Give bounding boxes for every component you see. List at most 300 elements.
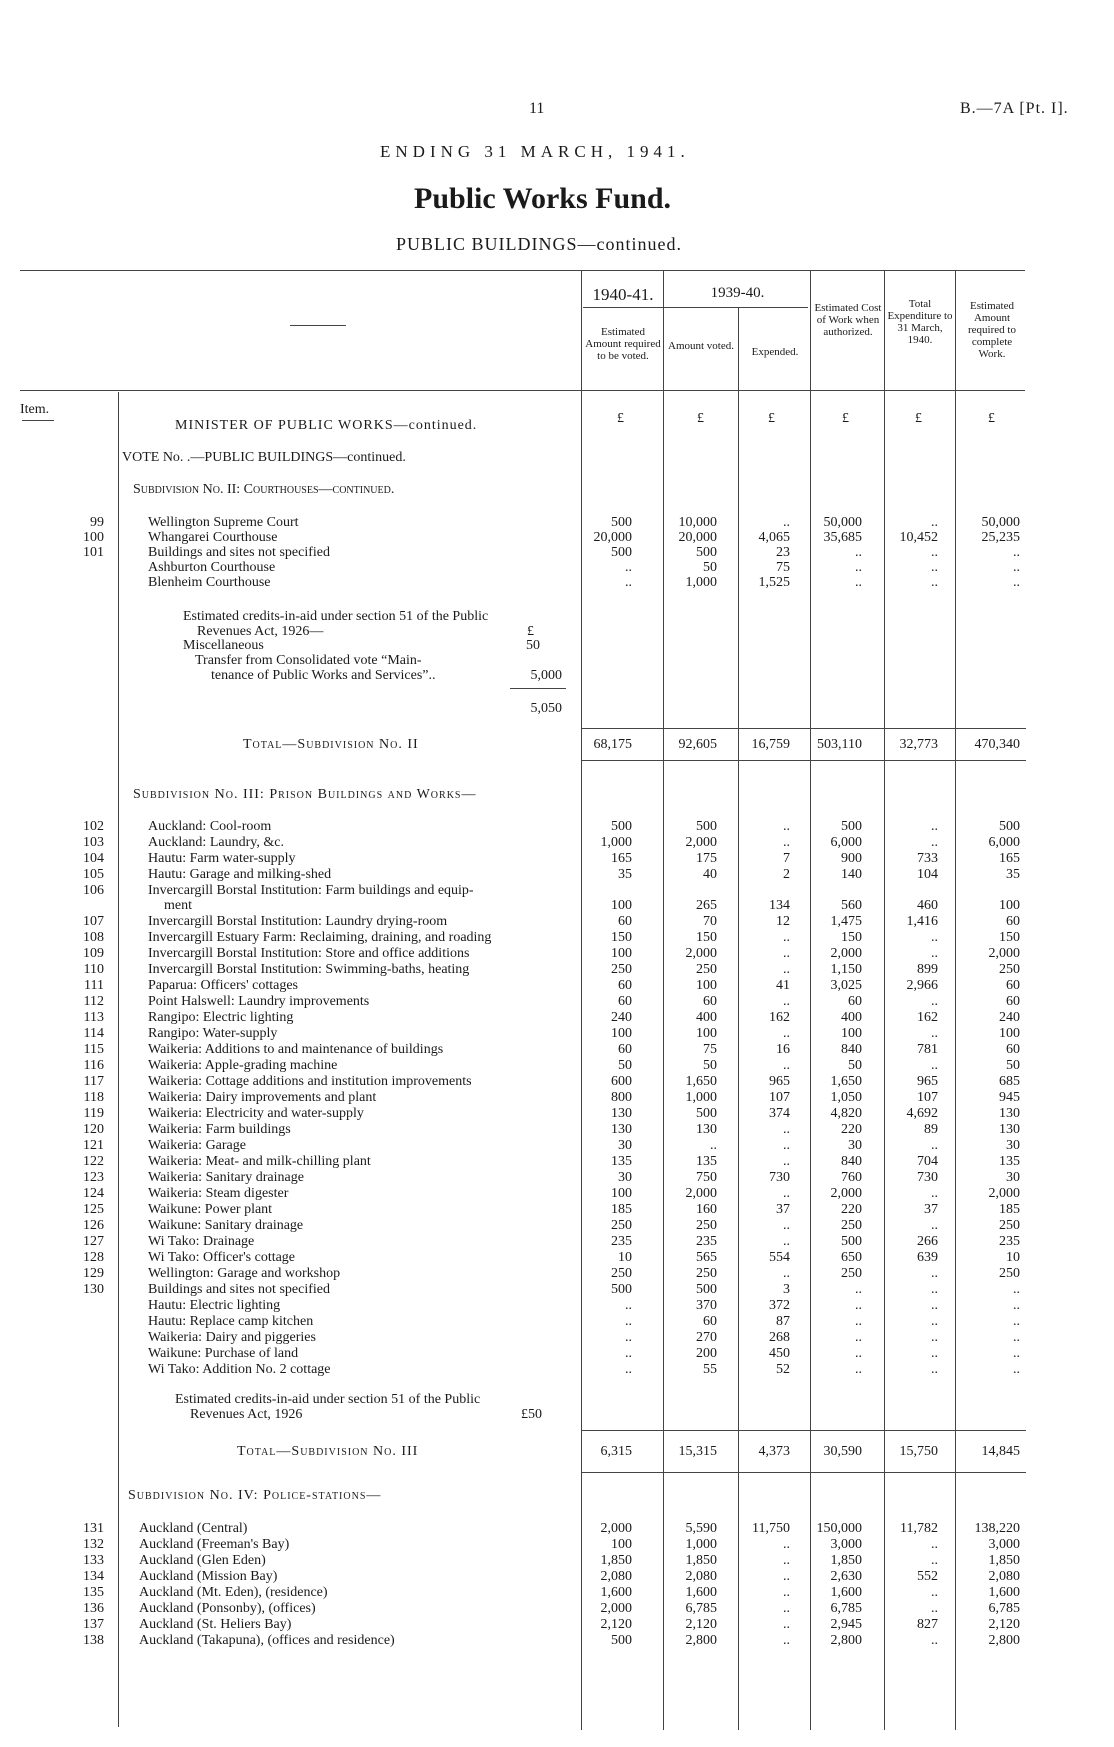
item-number: 107: [83, 914, 104, 929]
total-voted: 15,315: [678, 1444, 717, 1459]
item-number: 124: [83, 1186, 104, 1201]
cell-est: ..: [625, 560, 632, 575]
credits-misc-label: Miscellaneous: [183, 638, 264, 653]
item-number: 114: [83, 1026, 104, 1041]
cell-total: 781: [917, 1042, 938, 1057]
cell-cost: 35,685: [823, 530, 862, 545]
item-number: 109: [83, 946, 104, 961]
cell-est: 130: [611, 1106, 632, 1121]
item-number: 101: [83, 545, 104, 560]
credits-transfer-value: 5,000: [530, 668, 562, 683]
cell-voted: 270: [696, 1330, 717, 1345]
cell-exp: ..: [783, 1186, 790, 1201]
row-description: Waikeria: Meat- and milk-chilling plant: [148, 1154, 371, 1169]
cell-voted: 2,000: [685, 946, 717, 961]
cell-complete: ..: [1013, 1282, 1020, 1297]
cell-exp: ..: [783, 835, 790, 850]
cell-cost: 60: [848, 994, 862, 1009]
item-number: 121: [83, 1138, 104, 1153]
cell-voted: 2,800: [685, 1633, 717, 1648]
cell-voted: 500: [696, 1282, 717, 1297]
cell-exp: 162: [769, 1010, 790, 1025]
cell-exp: ..: [783, 1026, 790, 1041]
item-number: 136: [83, 1601, 104, 1616]
cell-est: 500: [611, 1282, 632, 1297]
cell-est: ..: [625, 1314, 632, 1329]
cell-est: 30: [618, 1170, 632, 1185]
row-description: Invercargill Borstal Institution: Laundry drying-room: [148, 914, 448, 929]
item-number: 104: [83, 851, 104, 866]
subdivision-3-heading: Subdivision No. III: Prison Buildings and Works—: [133, 787, 477, 802]
credits-transfer-line: tenance of Public Works and Services”..: [211, 668, 436, 683]
cell-voted: 1,650: [685, 1074, 717, 1089]
cell-est: 60: [618, 1042, 632, 1057]
cell-total: 733: [917, 851, 938, 866]
pound-sign: £: [768, 411, 775, 426]
item-number: 103: [83, 835, 104, 850]
cell-exp: 134: [769, 898, 790, 913]
cell-complete: 2,800: [988, 1633, 1020, 1648]
total-complete: 470,340: [974, 737, 1020, 752]
cell-cost: ..: [855, 1298, 862, 1313]
section-title: PUBLIC BUILDINGS—continued.: [396, 234, 682, 254]
cell-voted: 250: [696, 962, 717, 977]
row-description: Auckland: Cool-room: [148, 819, 272, 834]
cell-cost: 140: [841, 867, 862, 882]
cell-voted: 265: [696, 898, 717, 913]
cell-voted: 130: [696, 1122, 717, 1137]
row-description: Wellington: Garage and workshop: [148, 1266, 341, 1281]
cell-voted: 50: [703, 560, 717, 575]
cell-voted: 2,000: [685, 835, 717, 850]
cell-voted: 175: [696, 851, 717, 866]
cell-total: ..: [931, 1218, 938, 1233]
cell-voted: 1,000: [685, 575, 717, 590]
cell-est: 235: [611, 1234, 632, 1249]
cell-complete: 35: [1006, 867, 1020, 882]
cell-cost: 840: [841, 1154, 862, 1169]
cell-total: 37: [924, 1202, 938, 1217]
cell-exp: ..: [783, 1585, 790, 1600]
cell-exp: ..: [783, 994, 790, 1009]
cell-complete: 2,080: [988, 1569, 1020, 1584]
cell-cost: 560: [841, 898, 862, 913]
row-description: Auckland (Freeman's Bay): [139, 1537, 290, 1552]
total-exp: 4,373: [758, 1444, 790, 1459]
cell-voted: 150: [696, 930, 717, 945]
table-top-rule: [20, 270, 1025, 271]
row-description: Hautu: Farm water-supply: [148, 851, 296, 866]
cell-exp: 730: [769, 1170, 790, 1185]
cell-total: 104: [917, 867, 938, 882]
total-cost: 503,110: [817, 737, 862, 752]
item-number: 126: [83, 1218, 104, 1233]
cell-est: 100: [611, 1186, 632, 1201]
cell-voted: 370: [696, 1298, 717, 1313]
estimated-amount-voted-header: Estimated Amount required to be voted.: [585, 326, 661, 362]
row-description: Waikeria: Steam digester: [148, 1186, 289, 1201]
cell-cost: 50,000: [823, 515, 862, 530]
cell-voted: 100: [696, 978, 717, 993]
row-description: Waikeria: Sanitary drainage: [148, 1170, 304, 1185]
cell-est: 240: [611, 1010, 632, 1025]
cell-total: ..: [931, 1026, 938, 1041]
cell-exp: ..: [783, 1633, 790, 1648]
row-description: Waikeria: Garage: [148, 1138, 246, 1153]
cell-total: 827: [917, 1617, 938, 1632]
cell-voted: 6,785: [685, 1601, 717, 1616]
cell-voted: 1,000: [685, 1090, 717, 1105]
cell-complete: ..: [1013, 575, 1020, 590]
cell-cost: 50: [848, 1058, 862, 1073]
cell-complete: 30: [1006, 1170, 1020, 1185]
row-description: Waikeria: Electricity and water-supply: [148, 1106, 364, 1121]
cell-cost: 3,000: [830, 1537, 862, 1552]
row-description: Wi Tako: Officer's cottage: [148, 1250, 296, 1265]
total-est: 68,175: [593, 737, 632, 752]
cell-voted: 50: [703, 1058, 717, 1073]
cell-total: 107: [917, 1090, 938, 1105]
total-total: 15,750: [899, 1444, 938, 1459]
cell-cost: 6,785: [830, 1601, 862, 1616]
cell-cost: 840: [841, 1042, 862, 1057]
row-description: Waikeria: Apple-grading machine: [148, 1058, 338, 1073]
cell-total: ..: [931, 515, 938, 530]
cell-est: ..: [625, 575, 632, 590]
cell-cost: 2,800: [830, 1633, 862, 1648]
cell-complete: 60: [1006, 914, 1020, 929]
cell-cost: 4,820: [830, 1106, 862, 1121]
cell-complete: 3,000: [988, 1537, 1020, 1552]
cell-cost: ..: [855, 1346, 862, 1361]
cell-voted: 1,600: [685, 1585, 717, 1600]
cell-cost: ..: [855, 1362, 862, 1377]
cell-exp: 12: [776, 914, 790, 929]
cell-cost: 100: [841, 1026, 862, 1041]
cell-exp: ..: [783, 1218, 790, 1233]
row-description: Hautu: Electric lighting: [148, 1298, 281, 1313]
cell-total: 730: [917, 1170, 938, 1185]
vote-heading: VOTE No. .—PUBLIC BUILDINGS—continued.: [122, 450, 406, 465]
cell-complete: 60: [1006, 978, 1020, 993]
cell-complete: ..: [1013, 1298, 1020, 1313]
year-1940-header: 1940-41.: [592, 285, 654, 304]
cell-complete: 60: [1006, 1042, 1020, 1057]
cell-voted: 100: [696, 1026, 717, 1041]
cell-total: 89: [924, 1122, 938, 1137]
cell-exp: 3: [783, 1282, 790, 1297]
row-description: Rangipo: Water-supply: [148, 1026, 278, 1041]
cell-est: 2,000: [600, 1601, 632, 1616]
cell-voted: 75: [703, 1042, 717, 1057]
cell-est: 500: [611, 819, 632, 834]
cell-exp: 37: [776, 1202, 790, 1217]
cell-voted: 60: [703, 994, 717, 1009]
cell-exp: 23: [776, 545, 790, 560]
cell-complete: 240: [999, 1010, 1020, 1025]
cell-total: ..: [931, 1585, 938, 1600]
cell-total: ..: [931, 1282, 938, 1297]
cell-total: 10,452: [899, 530, 938, 545]
cell-exp: ..: [783, 1138, 790, 1153]
cell-total: ..: [931, 1138, 938, 1153]
cell-exp: ..: [783, 930, 790, 945]
row-description: Auckland: Laundry, &c.: [148, 835, 284, 850]
cell-total: ..: [931, 946, 938, 961]
cell-voted: 1,000: [685, 1537, 717, 1552]
cell-cost: 2,000: [830, 1186, 862, 1201]
item-number: 115: [83, 1042, 104, 1057]
cell-cost: ..: [855, 545, 862, 560]
cell-complete: ..: [1013, 1346, 1020, 1361]
item-number: 105: [83, 867, 104, 882]
cell-exp: 2: [783, 867, 790, 882]
row-description: Wellington Supreme Court: [148, 515, 299, 530]
cell-cost: 900: [841, 851, 862, 866]
row-description: Auckland (St. Heliers Bay): [139, 1617, 292, 1632]
total-complete: 14,845: [981, 1444, 1020, 1459]
row-description: Buildings and sites not specified: [148, 1282, 330, 1297]
total-rule: [581, 728, 1026, 729]
cell-exp: ..: [783, 1234, 790, 1249]
credits-transfer-line: Transfer from Consolidated vote “Main-: [195, 653, 422, 668]
cell-cost: 500: [841, 1234, 862, 1249]
cell-complete: 130: [999, 1106, 1020, 1121]
cell-voted: 40: [703, 867, 717, 882]
cell-est: 500: [611, 545, 632, 560]
cell-voted: 235: [696, 1234, 717, 1249]
credits-misc-value: 50: [526, 638, 540, 653]
cell-cost: 1,475: [830, 914, 862, 929]
credits-line: Revenues Act, 1926—: [197, 624, 324, 639]
cell-total: ..: [931, 1298, 938, 1313]
cell-total: ..: [931, 835, 938, 850]
cell-complete: 1,600: [988, 1585, 1020, 1600]
cell-est: 100: [611, 946, 632, 961]
row-description: Hautu: Replace camp kitchen: [148, 1314, 314, 1329]
cell-total: ..: [931, 545, 938, 560]
cell-est: 10: [618, 1250, 632, 1265]
cell-voted: 55: [703, 1362, 717, 1377]
cell-est: 800: [611, 1090, 632, 1105]
cell-total: 639: [917, 1250, 938, 1265]
cell-est: 50: [618, 1058, 632, 1073]
item-number: 137: [83, 1617, 104, 1632]
cell-voted: 250: [696, 1218, 717, 1233]
cell-complete: ..: [1013, 1362, 1020, 1377]
minister-heading: MINISTER OF PUBLIC WORKS—continued.: [175, 418, 478, 433]
fund-title: Public Works Fund.: [414, 182, 672, 215]
item-number: 108: [83, 930, 104, 945]
cell-cost: ..: [855, 1314, 862, 1329]
row-description: Wi Tako: Drainage: [148, 1234, 255, 1249]
cell-complete: 2,120: [988, 1617, 1020, 1632]
cell-complete: 1,850: [988, 1553, 1020, 1568]
item-number: 117: [83, 1074, 104, 1089]
cell-complete: ..: [1013, 560, 1020, 575]
total-expenditure-header: Total Expenditure to 31 March, 1940.: [887, 298, 953, 346]
cell-voted: 20,000: [678, 530, 717, 545]
cell-cost: 150: [841, 930, 862, 945]
item-number: 132: [83, 1537, 104, 1552]
cell-total: ..: [931, 575, 938, 590]
cell-total: ..: [931, 994, 938, 1009]
row-description: Auckland (Mt. Eden), (residence): [139, 1585, 328, 1600]
blank-header-dash: [290, 325, 346, 326]
item-number: 120: [83, 1122, 104, 1137]
cell-cost: 650: [841, 1250, 862, 1265]
total-est: 6,315: [600, 1444, 632, 1459]
cell-exp: ..: [783, 819, 790, 834]
cell-cost: 400: [841, 1010, 862, 1025]
cell-cost: 6,000: [830, 835, 862, 850]
cell-exp: ..: [783, 515, 790, 530]
cell-voted: 135: [696, 1154, 717, 1169]
item-column-header: Item.: [20, 402, 50, 417]
cell-cost: 220: [841, 1122, 862, 1137]
item-number: 118: [83, 1090, 104, 1105]
cell-voted: 1,850: [685, 1553, 717, 1568]
cell-exp: 450: [769, 1346, 790, 1361]
cell-exp: 75: [776, 560, 790, 575]
total-sub2-label: Total—Subdivision No. II: [243, 737, 419, 752]
cell-cost: 760: [841, 1170, 862, 1185]
cell-cost: 30: [848, 1138, 862, 1153]
cell-est: 100: [611, 1026, 632, 1041]
item-column-rule: [118, 392, 119, 1727]
cell-exp: 268: [769, 1330, 790, 1345]
cell-complete: 250: [999, 962, 1020, 977]
cell-total: ..: [931, 1330, 938, 1345]
cell-complete: 150: [999, 930, 1020, 945]
cell-est: 20,000: [593, 530, 632, 545]
cell-exp: ..: [783, 1553, 790, 1568]
item-number: 110: [83, 962, 104, 977]
cell-est: ..: [625, 1362, 632, 1377]
item-number: 125: [83, 1202, 104, 1217]
document-reference: B.—7A [Pt. I].: [960, 100, 1069, 117]
item-number: 134: [83, 1569, 104, 1584]
cell-exp: 554: [769, 1250, 790, 1265]
cell-total: ..: [931, 560, 938, 575]
row-description: Waikune: Power plant: [148, 1202, 273, 1217]
cell-voted: 5,590: [685, 1521, 717, 1536]
cell-exp: 107: [769, 1090, 790, 1105]
cell-cost: 3,025: [830, 978, 862, 993]
total-rule: [581, 760, 1026, 761]
cell-complete: 100: [999, 898, 1020, 913]
cell-est: 1,000: [600, 835, 632, 850]
cell-exp: ..: [783, 1058, 790, 1073]
cell-total: ..: [931, 819, 938, 834]
row-description: Paparua: Officers' cottages: [148, 978, 298, 993]
item-number: 102: [83, 819, 104, 834]
row-description: Buildings and sites not specified: [148, 545, 330, 560]
cell-voted: 565: [696, 1250, 717, 1265]
cell-est: 60: [618, 914, 632, 929]
cell-est: 1,600: [600, 1585, 632, 1600]
cell-complete: 250: [999, 1218, 1020, 1233]
pound-sign: £: [988, 411, 995, 426]
cell-cost: 1,600: [830, 1585, 862, 1600]
cell-est: ..: [625, 1330, 632, 1345]
cell-voted: 2,080: [685, 1569, 717, 1584]
cell-complete: 945: [999, 1090, 1020, 1105]
row-description: Hautu: Garage and milking-shed: [148, 867, 332, 882]
cell-total: 899: [917, 962, 938, 977]
cell-est: 2,080: [600, 1569, 632, 1584]
total-exp: 16,759: [751, 737, 790, 752]
cell-cost: 1,050: [830, 1090, 862, 1105]
credits-line: Estimated credits-in-aid under section 51 of the Public: [175, 1392, 481, 1407]
cell-complete: 250: [999, 1266, 1020, 1281]
cell-complete: 60: [1006, 994, 1020, 1009]
item-number: 113: [83, 1010, 104, 1025]
cell-cost: 500: [841, 819, 862, 834]
cell-total: 11,782: [900, 1521, 938, 1536]
cell-total: ..: [931, 1601, 938, 1616]
cell-est: 165: [611, 851, 632, 866]
item-number: 135: [83, 1585, 104, 1600]
cell-exp: 11,750: [752, 1521, 790, 1536]
cell-total: 1,416: [906, 914, 938, 929]
cell-est: 250: [611, 962, 632, 977]
cell-total: ..: [931, 1633, 938, 1648]
cell-est: 2,000: [600, 1521, 632, 1536]
cell-exp: ..: [783, 1617, 790, 1632]
cell-voted: 500: [696, 545, 717, 560]
cell-est: 100: [611, 898, 632, 913]
cell-total: ..: [931, 1537, 938, 1552]
cell-complete: 130: [999, 1122, 1020, 1137]
cell-total: 460: [917, 898, 938, 913]
cell-cost: 150,000: [816, 1521, 862, 1536]
cell-exp: 4,065: [758, 530, 790, 545]
row-description: Waikeria: Cottage additions and institution improvements: [148, 1074, 472, 1089]
cell-exp: ..: [783, 1122, 790, 1137]
cell-est: ..: [625, 1346, 632, 1361]
row-description: Waikeria: Dairy improvements and plant: [148, 1090, 377, 1105]
row-description: Auckland (Mission Bay): [139, 1569, 278, 1584]
header-bottom-rule: [20, 390, 1025, 391]
cell-complete: 6,000: [988, 835, 1020, 850]
cell-cost: 220: [841, 1202, 862, 1217]
cell-voted: ..: [710, 1138, 717, 1153]
cell-est: 600: [611, 1074, 632, 1089]
cell-complete: 165: [999, 851, 1020, 866]
cell-voted: 10,000: [678, 515, 717, 530]
cell-complete: ..: [1013, 1314, 1020, 1329]
item-number: 133: [83, 1553, 104, 1568]
row-description: Rangipo: Electric lighting: [148, 1010, 294, 1025]
total-voted: 92,605: [678, 737, 717, 752]
cell-est: ..: [625, 1298, 632, 1313]
cell-est: 250: [611, 1218, 632, 1233]
cell-exp: ..: [783, 1266, 790, 1281]
cell-est: 250: [611, 1266, 632, 1281]
row-description: Auckland (Takapuna), (offices and residence): [139, 1633, 395, 1648]
cell-exp: ..: [783, 1154, 790, 1169]
pound-sign: £: [842, 411, 849, 426]
cell-complete: 500: [999, 819, 1020, 834]
cell-voted: 200: [696, 1346, 717, 1361]
cell-voted: 400: [696, 1010, 717, 1025]
item-number: 112: [83, 994, 104, 1009]
cell-est: 30: [618, 1138, 632, 1153]
expended-header: Expended.: [751, 346, 799, 358]
cell-total: ..: [931, 1553, 938, 1568]
row-description: Waikune: Sanitary drainage: [148, 1218, 304, 1233]
